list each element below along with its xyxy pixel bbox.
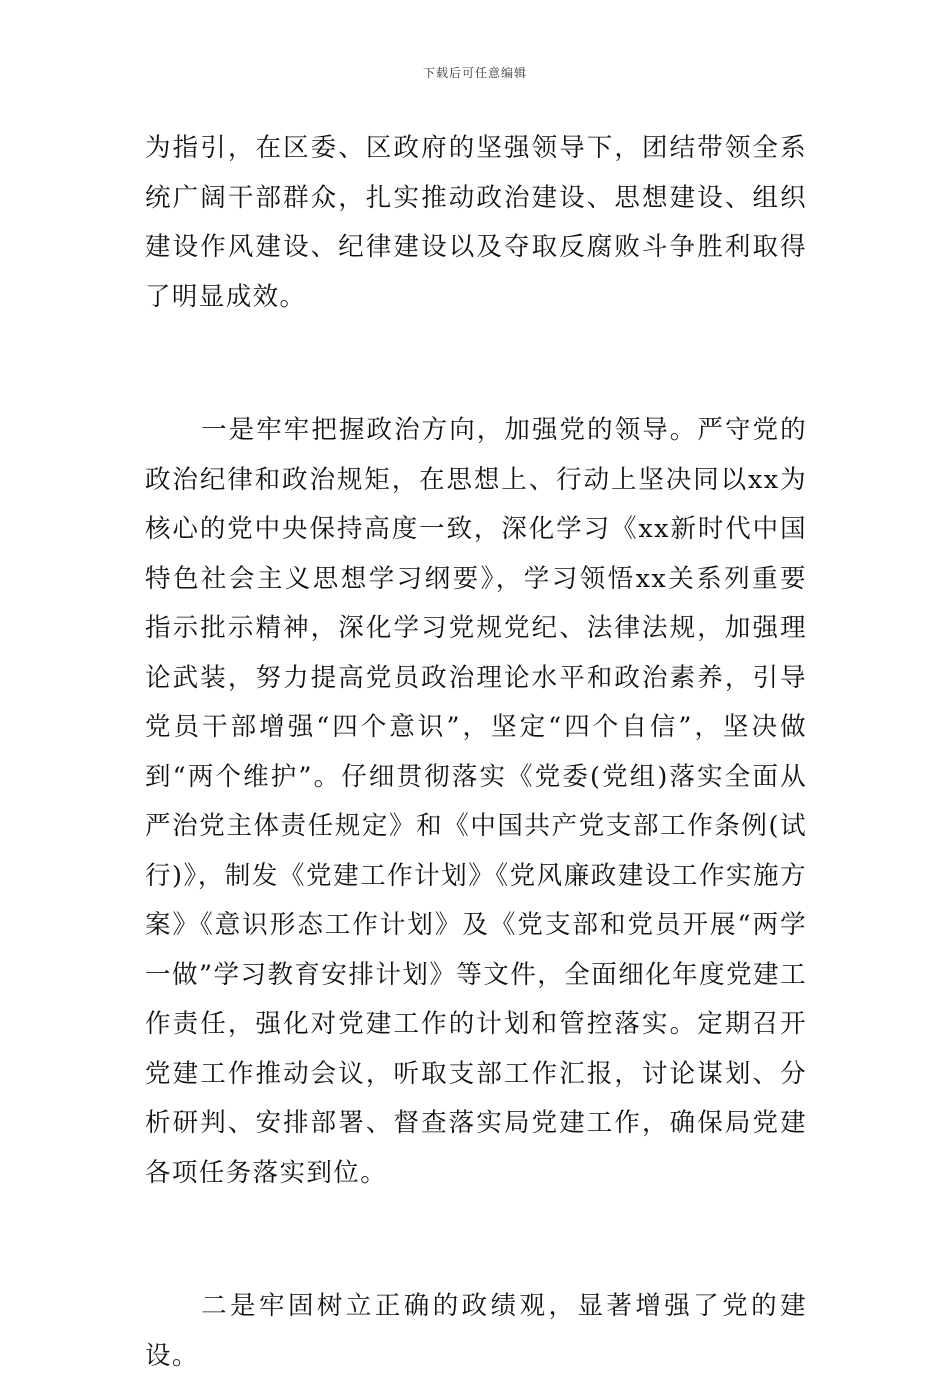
- paragraph-point-two: 二是牢固树立正确的政绩观，显著增强了党的建设。: [145, 1291, 807, 1371]
- paragraph-point-one: 一是牢牢把握政治方向，加强党的领导。严守党的政治纪律和政治规矩，在思想上、行动上坚决同以xx为核心的党中央保持高度一致，深化学习《xx新时代中国特色社会主义思想学习纲要》，学习领悟xx关系列重要指示批示精神，深化学习党规党纪、法律法规，加强理论武装，努力提高党员政治理论水平和政治素养，引导党员干部增强“四个意识”，坚定“四个自信”，坚决做到“两个维护”。仔细贯彻落实《党委(党组)落实全面从严治党主体责任规定》和《中国共产党支部工作条例(试行)》，制发《党建工作计划》《党风廉政建设工作实施方案》《意识形态工作计划》及《党支部和党员开展“两学一做”学习教育安排计划》等文件，全面细化年度党建工作责任，强化对党建工作的计划和管控落实。定期召开党建工作推动会议，听取支部工作汇报，讨论谋划、分析研判、安排部署、督查落实局党建工作，确保局党建各项任务落实到位。: [145, 415, 807, 1188]
- paragraph-intro: 为指引，在区委、区政府的坚强领导下，团结带领全系统广阔干部群众，扎实推动政治建设、思想建设、组织建设作风建设、纪律建设以及夺取反腐败斗争胜利取得了明显成效。: [145, 133, 807, 312]
- paragraph-gap: [145, 1198, 807, 1282]
- page-header: 下载后可任意编辑: [422, 66, 527, 80]
- document-body: [145, 124, 807, 1381]
- paragraph-gap: [145, 322, 807, 406]
